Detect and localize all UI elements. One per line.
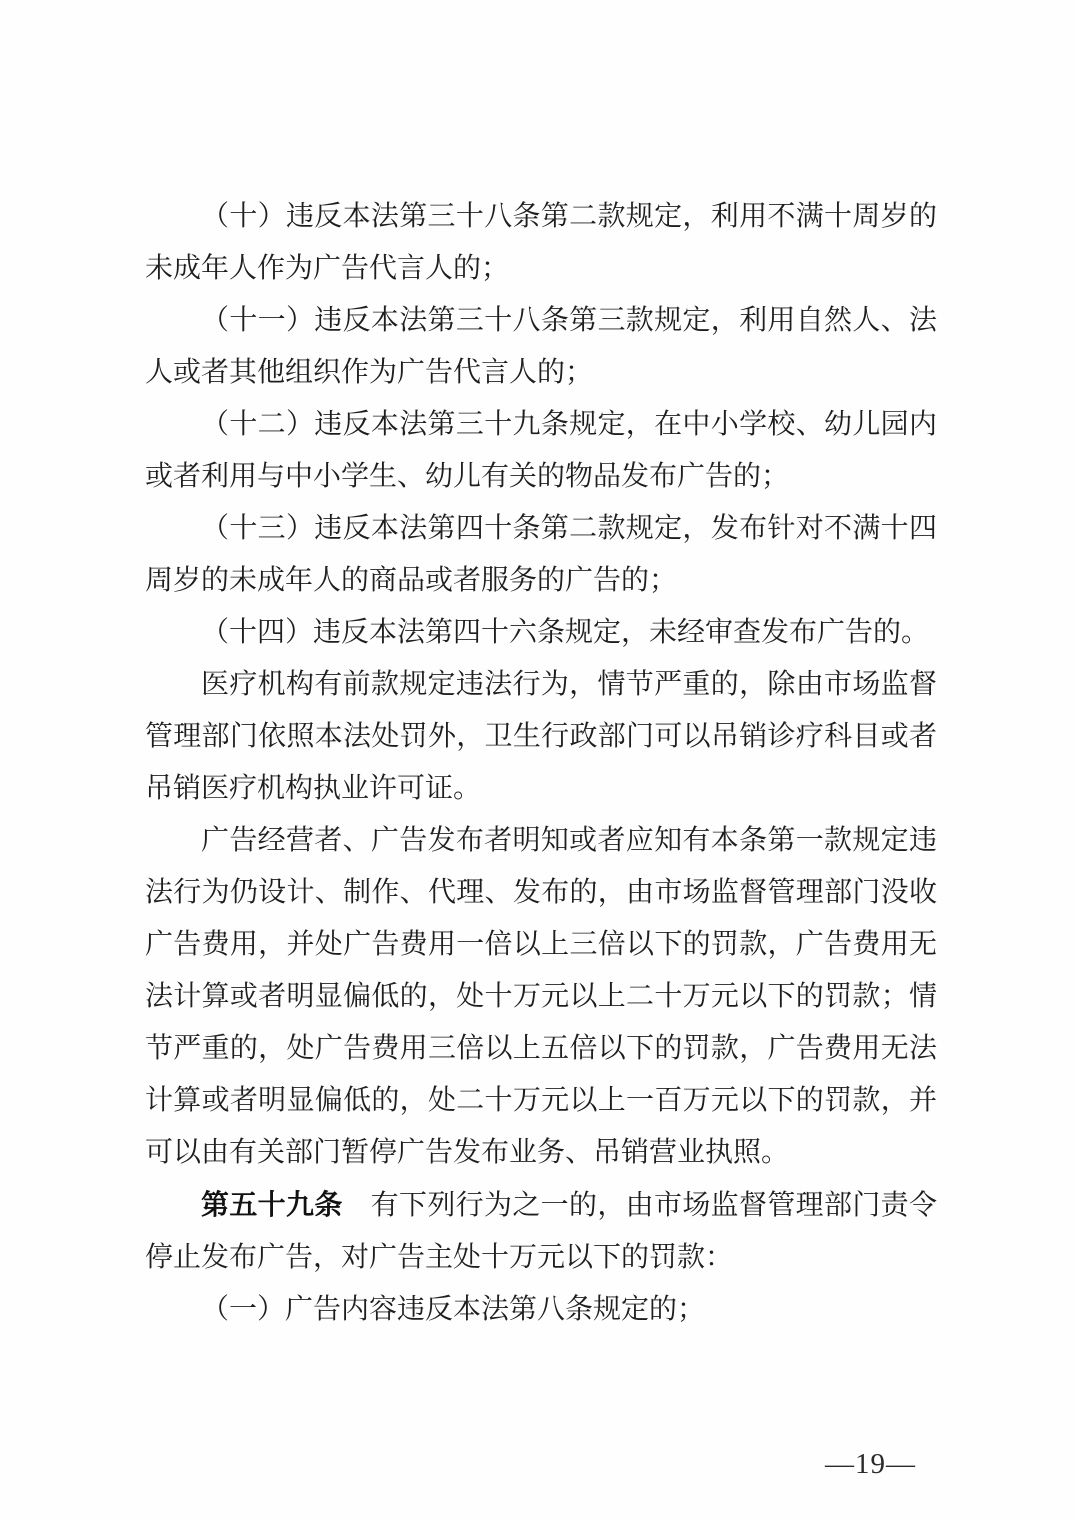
clause-text: （十四）违反本法第四十六条规定，未经审查发布广告的。	[201, 617, 930, 648]
clause-item-13	[145, 503, 937, 607]
paragraph-text: 医疗机构有前款规定违法行为，情节严重的，除由市场监督管理部门依照本法处罚外，卫生行政部门可以吊销诊疗科目或者吊销医疗机构执业许可证。	[145, 669, 937, 804]
clause-item-12	[145, 399, 937, 503]
clause-text: （十二）违反本法第三十九条规定，在中小学校、幼儿园内或者利用与中小学生、幼儿有关的物品发布广告的；	[145, 409, 937, 492]
clause-text: （十一）违反本法第三十八条第三款规定，利用自然人、法人或者其他组织作为广告代言人的；	[145, 305, 937, 388]
clause-item-11	[145, 295, 937, 399]
clause-item-10	[145, 191, 937, 295]
article-59	[145, 1179, 937, 1284]
clause-text: （十三）违反本法第四十条第二款规定，发布针对不满十四周岁的未成年人的商品或者服务的广告的；	[145, 513, 937, 596]
clause-text: （十）违反本法第三十八条第二款规定，利用不满十周岁的未成年人作为广告代言人的；	[145, 201, 937, 284]
clause-text: （一）广告内容违反本法第八条规定的；	[201, 1294, 706, 1325]
page-number: —19—	[825, 1448, 916, 1480]
paragraph-text: 广告经营者、广告发布者明知或者应知有本条第一款规定违法行为仍设计、制作、代理、发布的，由市场监督管理部门没收广告费用，并处广告费用一倍以上三倍以下的罚款，广告费用无法计算或者明显偏低的，处十万元以上二十万元以下的罚款；情节严重的，处广告费用三倍以上五倍以下的罚款，广告费用无法计算或者明显偏低的，处二十万元以上一百万元以下的罚款，并可以由有关部门暂停广告发布业务、吊销营业执照。	[145, 825, 937, 1168]
paragraph-ad-operators-penalty	[145, 815, 937, 1179]
document-body	[145, 191, 937, 1336]
clause-item-14	[145, 607, 937, 659]
paragraph-medical-institutions	[145, 659, 937, 815]
article-59-heading: 第五十九条	[201, 1189, 343, 1220]
article-59-text: 有下列行为之一的，由市场监督管理部门责令停止发布广告，对广告主处十万元以下的罚款：	[145, 1190, 937, 1273]
clause-item-1	[145, 1284, 937, 1336]
